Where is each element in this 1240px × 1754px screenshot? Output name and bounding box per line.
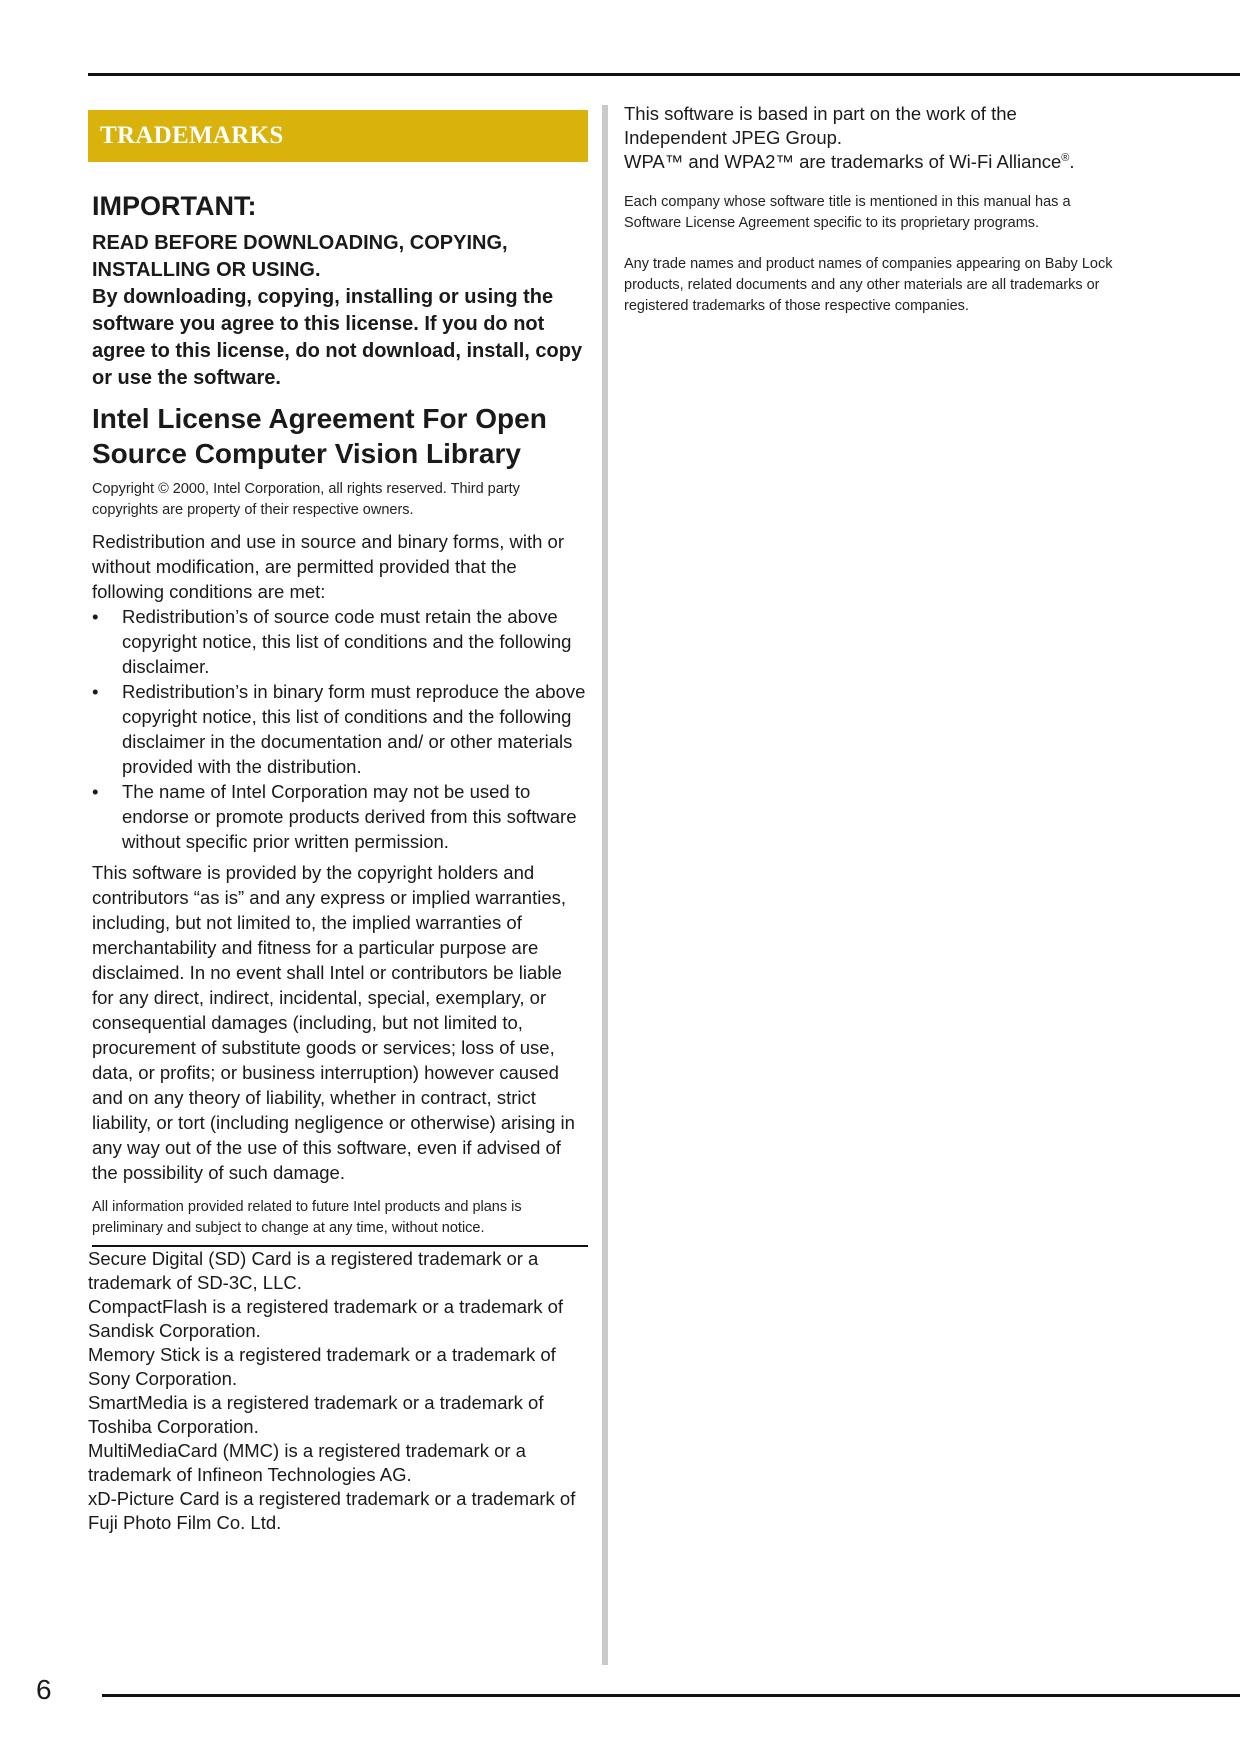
jpeg-notice [624, 102, 1124, 174]
column-divider [602, 105, 608, 1665]
condition-text: Redistribution’s of source code must retain the above copyright notice, this list of conditions and the following disclaimer. [122, 606, 572, 678]
trademark-item: CompactFlash is a registered trademark or a trademark of Sandisk Corporation. [88, 1296, 564, 1342]
bullet: • [92, 781, 99, 803]
section-title-bar [88, 110, 588, 162]
trademark-item: Memory Stick is a registered trademark or a trademark of Sony Corporation. [88, 1344, 556, 1390]
trade-names-note: Any trade names and product names of companies appearing on Baby Lock products, related documents and any other materials are all trademarks or registered trademarks of those respective companies. [624, 256, 1113, 314]
jpeg-line-2: Independent JPEG Group. [624, 127, 843, 148]
trademark-item: Secure Digital (SD) Card is a registered trademark or a trademark of SD-3C, LLC. [88, 1248, 539, 1294]
right-column [624, 102, 1124, 317]
jpeg-line-1: This software is based in part on the work of the [624, 103, 1017, 124]
left-column [88, 110, 588, 1535]
list-item [92, 679, 588, 779]
trademark-item: MultiMediaCard (MMC) is a registered trademark or a trademark of Infineon Technologies AG. [88, 1440, 526, 1486]
bullet: • [92, 681, 99, 703]
section-title: TRADEMARKS [100, 122, 284, 149]
trademark-item: xD-Picture Card is a registered trademark or a trademark of Fuji Photo Film Co. Ltd. [88, 1488, 576, 1534]
wpa-notice [624, 150, 1124, 174]
condition-text: The name of Intel Corporation may not be used to endorse or promote products derived from this software without specific prior written permission. [122, 781, 577, 853]
wpa-end: . [1069, 151, 1075, 172]
copyright-notice: Copyright © 2000, Intel Corporation, all rights reserved. Third party copyrights are property of their respective owners. [92, 481, 520, 519]
company-license-note: Each company whose software title is mentioned in this manual has a Software License Agreement specific to its proprietary programs. [624, 194, 1071, 231]
conditions-list [92, 604, 588, 854]
important-caps-line-1: READ BEFORE DOWNLOADING, COPYING, [92, 232, 508, 255]
bullet: • [92, 606, 99, 628]
registered-mark: ® [1061, 151, 1070, 164]
license-title: Intel License Agreement For Open Source Computer Vision Library [92, 403, 547, 470]
important-caps-line-2: INSTALLING OR USING. [92, 259, 321, 282]
trademark-list [88, 1247, 588, 1535]
bottom-rule [102, 1694, 1240, 1697]
page-number: 6 [36, 1674, 52, 1705]
redistribution-text: Redistribution and use in source and binary forms, with or without modification, are permitted provided that the following conditions are met: [92, 531, 564, 603]
license-content [88, 190, 588, 1535]
important-body: By downloading, copying, installing or using the software you agree to this license. If you do not agree to this license, do not download, install, copy or use the software. [92, 286, 583, 390]
condition-text: Redistribution’s in binary form must reproduce the above copyright notice, this list of conditions and the following disclaimer in the documentation and/ or other materials provided with the distribution. [122, 681, 586, 778]
list-item [92, 604, 588, 679]
list-item [92, 779, 588, 854]
intel-note: All information provided related to future Intel products and plans is preliminary and subject to change at any time, without notice. [92, 1197, 588, 1247]
warranty-disclaimer: This software is provided by the copyright holders and contributors “as is” and any express or implied warranties, including, but not limited to, the implied warranties of merchantability and fitness for a particular purpose are disclaimed. In no event shall Intel or contributors be liable for any direct, indirect, incidental, special, exemplary, or consequential damages (including, but not limited to, procurement of substitute goods or services; loss of use, data, or profits; or business interruption) however caused and on any theory of liability, whether in contract, strict liability, or tort (including negligence or otherwise) arising in any way out of the use of this software, even if advised of the possibility of such damage. [92, 862, 575, 1184]
wpa-text: WPA™ and WPA2™ are trademarks of Wi-Fi Alliance [624, 151, 1062, 172]
important-heading: IMPORTANT: [92, 191, 257, 221]
top-rule [88, 73, 1240, 76]
trademark-item: SmartMedia is a registered trademark or a trademark of Toshiba Corporation. [88, 1392, 544, 1438]
